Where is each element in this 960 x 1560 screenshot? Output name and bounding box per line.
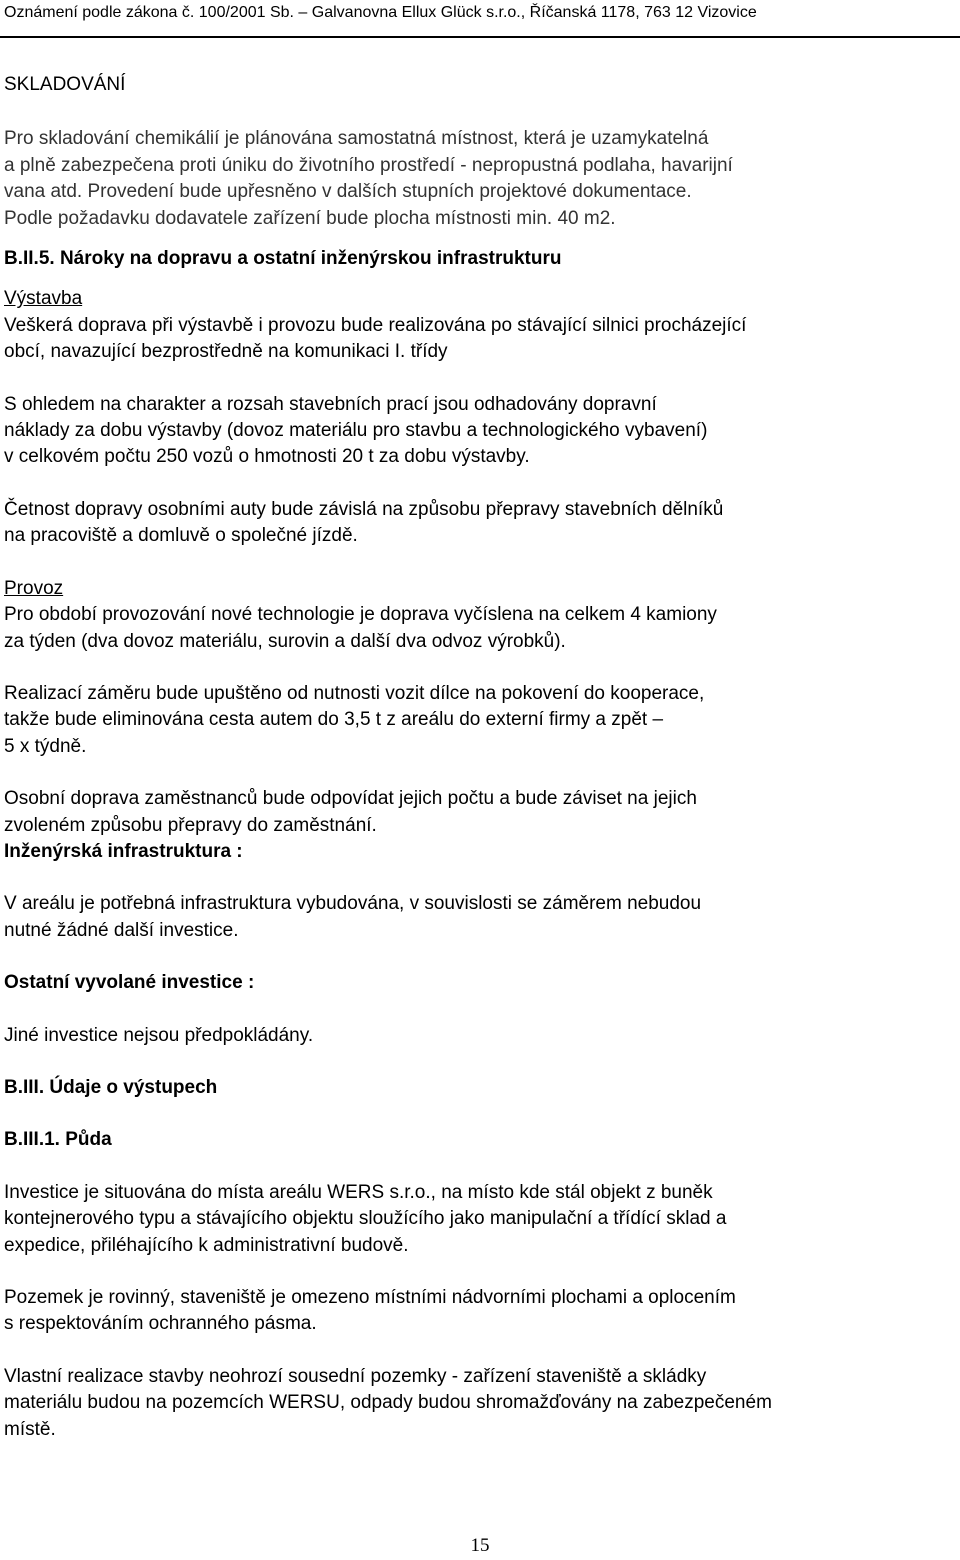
text-line: materiálu budou na pozemcích WERSU, odpady budou shromažďovány na zabezpečeném — [4, 1392, 772, 1414]
paragraph-realizaci — [4, 681, 954, 760]
paragraph-investice — [4, 1180, 954, 1259]
text-line: Pozemek je rovinný, staveniště je omezeno místními nádvorními plochami a oplocením — [4, 1287, 736, 1308]
text-line: místě. — [4, 1418, 56, 1440]
text-line: Realizací záměru bude upuštěno od nutnosti vozit dílce na pokovení do kooperace, — [4, 682, 705, 704]
text-line: Investice je situována do místa areálu WERS s.r.o., na místo kde stál objekt z buněk — [4, 1181, 713, 1203]
text-line: S ohledem na charakter a rozsah stavebních prací jsou odhadovány dopravní — [4, 393, 657, 415]
text-line: takže bude eliminována cesta autem do 3,5 t z areálu do externí firmy a zpět – — [4, 709, 664, 731]
text-line: Pro období provozování nové technologie je doprava vyčíslena na celkem 4 kamiony — [4, 604, 717, 626]
text-line: s respektováním ochranného pásma. — [4, 1313, 317, 1335]
section-heading-infrastruktura: Inženýrská infrastruktura : — [4, 840, 243, 862]
text-line: vana atd. Provedení bude upřesněno v dalších stupních projektové dokumentace. — [4, 181, 692, 203]
text-line: a plně zabezpečena proti úniku do životního prostředí - nepropustná podlaha, havarijní — [4, 154, 733, 176]
text-line: v celkovém počtu 250 vozů o hmotnosti 20 t za dobu výstavby. — [4, 446, 530, 468]
header-text: Oznámení podle zákona č. 100/2001 Sb. – Galvanovna Ellux Glück s.r.o., Říčanská 1178, 763 12 Vizovice — [4, 4, 757, 21]
text-line: Vlastní realizace stavby neohrozí sousední pozemky - zařízení staveniště a skládky — [4, 1365, 707, 1387]
subheading-vystavba: Výstavba — [4, 288, 83, 310]
subheading-provoz: Provoz — [4, 577, 64, 599]
text-line: Podle požadavku dodavatele zařízení bude plocha místnosti min. 40 m2. — [4, 207, 616, 229]
text-line: na pracoviště a domluvě o společné jízdě. — [4, 525, 358, 547]
paragraph-vlastni — [4, 1364, 954, 1443]
paragraph-osobni — [4, 786, 954, 839]
section-heading-b-ii-5: B.II.5. Nároky na dopravu a ostatní inženýrskou infrastrukturu — [4, 248, 562, 270]
paragraph-vystavba — [4, 313, 954, 366]
text-line: kontejnerového typu a stávajícího objektu sloužícího jako manipulační a třídící sklad a — [4, 1208, 727, 1230]
text-line: za týden (dva dovoz materiálu, surovin a další dva odvoz výrobků). — [4, 630, 566, 652]
text-line: náklady za dobu výstavby (dovoz materiálu pro stavbu a technologického vybavení) — [4, 420, 708, 442]
page-number: 15 — [470, 1535, 490, 1556]
text-line: Osobní doprava zaměstnanců bude odpovídat jejich počtu a bude záviset na jejich — [4, 788, 697, 810]
section-title-skladovani: SKLADOVÁNÍ — [4, 74, 126, 95]
text-line: obcí, navazující bezprostředně na komunikaci I. třídy — [4, 341, 448, 363]
paragraph-pozemek — [4, 1285, 954, 1338]
paragraph-infrastruktura — [4, 891, 954, 944]
text-line: expedice, přiléhajícího k administrativní budově. — [4, 1234, 409, 1256]
section-heading-ostatni: Ostatní vyvolané investice : — [4, 972, 255, 994]
paragraph-cetnost — [4, 497, 954, 550]
text-line: Pro skladování chemikálií je plánována samostatná místnost, která je uzamykatelná — [4, 128, 709, 150]
paragraph-ostatni: Jiné investice nejsou předpokládány. — [4, 1024, 314, 1046]
text-line: Veškerá doprava při výstavbě i provozu bude realizována po stávající silnici procházející — [4, 314, 747, 336]
document-body — [4, 72, 954, 1443]
page-header — [0, 0, 960, 38]
section-heading-b-iii: B.III. Údaje o výstupech — [4, 1076, 218, 1098]
text-line: V areálu je potřebná infrastruktura vybudována, v souvislosti se záměrem nebudou — [4, 893, 702, 915]
text-line: zvoleném způsobu přepravy do zaměstnání. — [4, 814, 377, 836]
paragraph-naklady — [4, 392, 954, 471]
text-line: Četnost dopravy osobními auty bude závislá na způsobu přepravy stavebních dělníků — [4, 498, 724, 520]
paragraph-skladovani — [4, 126, 954, 232]
section-heading-b-iii-1: B.III.1. Půda — [4, 1129, 112, 1151]
text-line: nutné žádné další investice. — [4, 919, 239, 941]
paragraph-provoz — [4, 602, 954, 655]
text-line: 5 x týdně. — [4, 735, 87, 757]
